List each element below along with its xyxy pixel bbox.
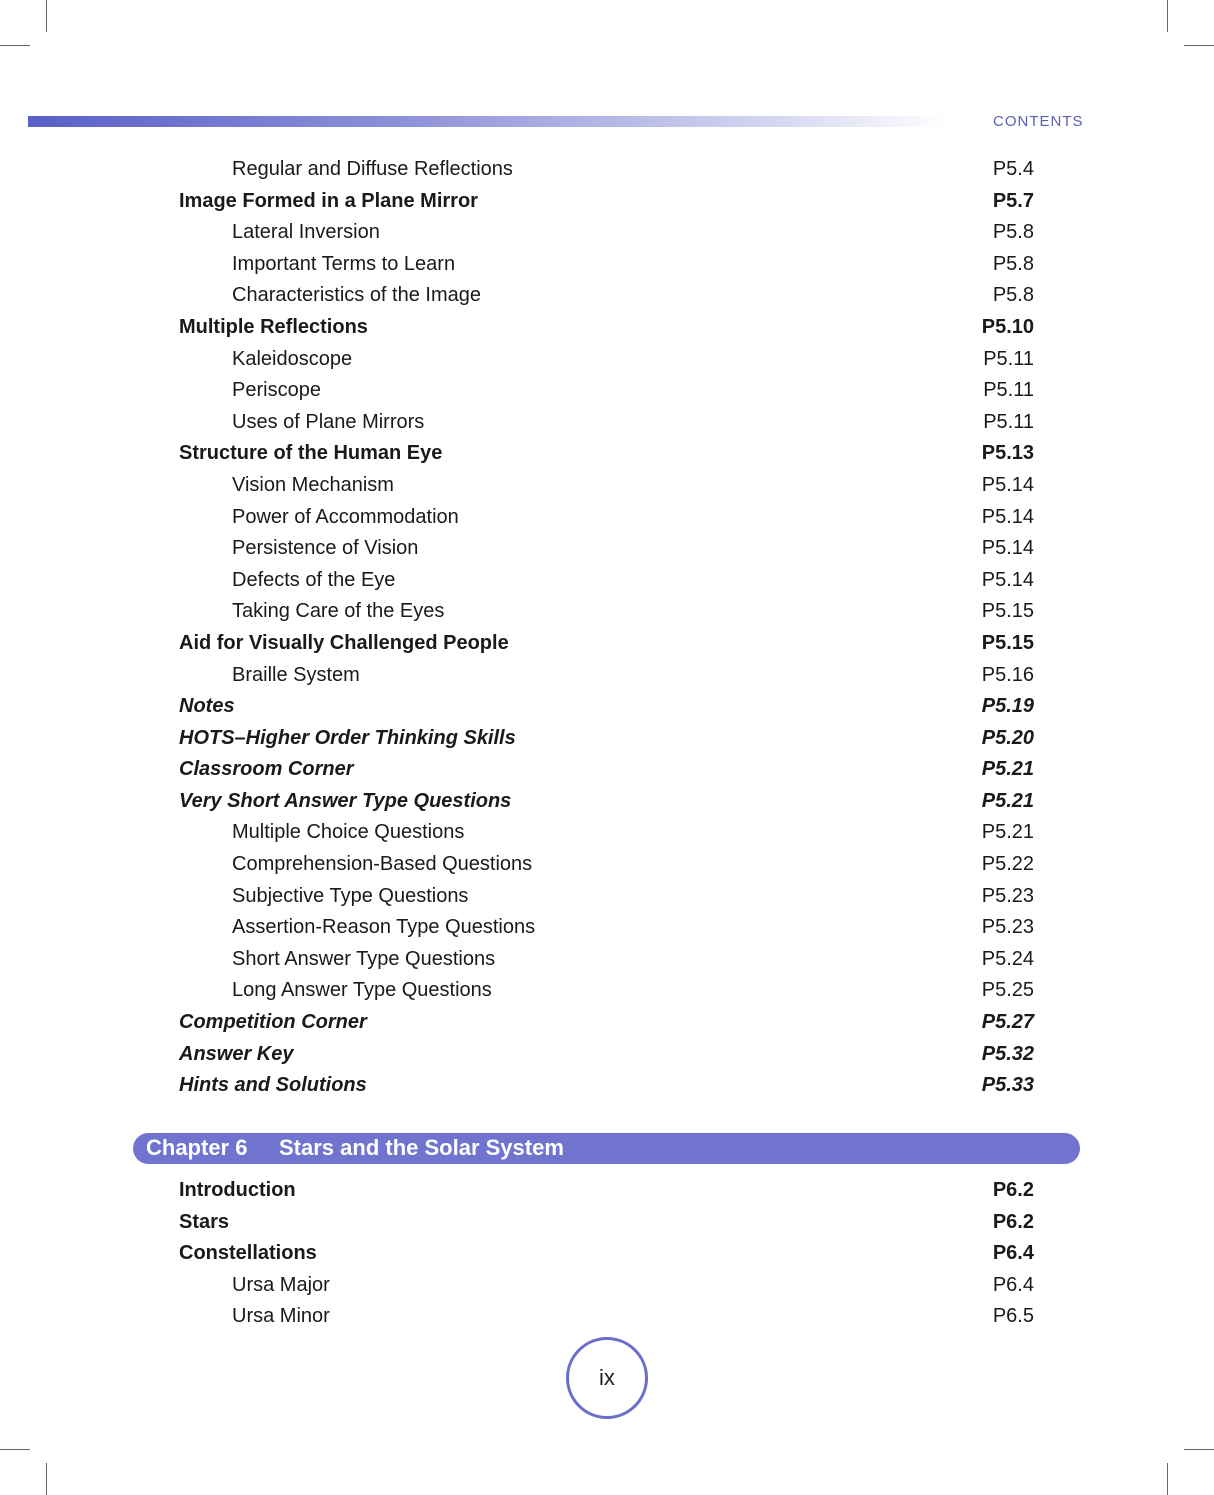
toc-entry-title: Classroom Corner	[179, 758, 354, 781]
toc-entry[interactable]	[0, 408, 1214, 440]
toc-entry-title: Comprehension-Based Questions	[232, 853, 533, 876]
toc-entry[interactable]	[0, 850, 1214, 882]
toc-entry-page: P5.22	[981, 853, 1034, 876]
toc-entry[interactable]	[0, 1302, 1214, 1334]
toc-entry-title: Ursa Minor	[232, 1305, 330, 1328]
toc-entry-page: P5.16	[981, 663, 1034, 686]
toc-entry-page: P6.5	[992, 1305, 1034, 1328]
toc-entry-title: Subjective Type Questions	[232, 884, 469, 907]
toc-entry-page: P6.2	[992, 1210, 1034, 1233]
toc-entry-title: Introduction	[179, 1179, 296, 1201]
toc-entry[interactable]	[0, 534, 1214, 566]
toc-entry[interactable]	[0, 945, 1214, 977]
toc-entry[interactable]	[0, 1071, 1214, 1103]
toc-entry[interactable]	[0, 882, 1214, 914]
toc-entry-page: P5.21	[981, 789, 1034, 812]
toc-entry-title: Notes	[179, 695, 235, 718]
toc-entry-title: Stars	[179, 1210, 230, 1233]
toc-entry[interactable]	[0, 376, 1214, 408]
toc-entry[interactable]	[0, 629, 1214, 661]
toc-entry[interactable]	[0, 187, 1214, 219]
toc-entry[interactable]	[0, 976, 1214, 1008]
crop-mark	[46, 0, 47, 32]
toc-entry[interactable]	[0, 218, 1214, 250]
toc-entry-page: P5.24	[981, 947, 1034, 970]
toc-entry[interactable]	[0, 250, 1214, 282]
toc-entry-page: P6.4	[992, 1273, 1034, 1296]
toc-entry[interactable]	[0, 313, 1214, 345]
toc-entry[interactable]	[0, 155, 1214, 187]
toc-entry[interactable]	[0, 1176, 1214, 1208]
toc-entry-page: P5.21	[981, 821, 1034, 844]
toc-entry-page: P5.32	[981, 1042, 1034, 1065]
toc-entry-title: Short Answer Type Questions	[232, 947, 496, 970]
toc-entry-page: P5.27	[981, 1011, 1034, 1034]
chapter-contents	[0, 1176, 1214, 1334]
toc-entry-page: P6.4	[992, 1242, 1034, 1265]
toc-entry-title: Hints and Solutions	[179, 1074, 367, 1097]
toc-entry-title: Defects of the Eye	[232, 568, 396, 591]
toc-entry-title: HOTS–Higher Order Thinking Skills	[179, 726, 516, 749]
toc-entry[interactable]	[0, 1040, 1214, 1072]
toc-entry-title: Image Formed in a Plane Mirror	[179, 189, 478, 212]
crop-mark	[1167, 1463, 1168, 1495]
toc-entry-page: P5.11	[983, 410, 1034, 433]
toc-entry-title: Ursa Major	[232, 1273, 330, 1296]
page-number: ix	[599, 1365, 615, 1390]
toc-entry[interactable]	[0, 755, 1214, 787]
toc-entry-page: P5.4	[992, 158, 1034, 180]
toc-entry-page: P5.25	[981, 979, 1034, 1002]
toc-entry[interactable]	[0, 439, 1214, 471]
toc-entry[interactable]	[0, 913, 1214, 945]
toc-entry-page: P5.23	[981, 916, 1034, 939]
toc-entry-title: Periscope	[232, 379, 321, 402]
chapter-title: Stars and the Solar System	[279, 1135, 564, 1160]
toc-entry-title: Important Terms to Learn	[232, 252, 456, 275]
toc-entry-page: P5.33	[981, 1074, 1034, 1097]
toc-entry[interactable]	[0, 597, 1214, 629]
toc-entry[interactable]	[0, 1208, 1214, 1240]
toc-entry-page: P5.19	[981, 695, 1034, 718]
toc-entry[interactable]	[0, 281, 1214, 313]
toc-entry-title: Multiple Choice Questions	[232, 821, 465, 844]
toc-entry-page: P5.20	[981, 726, 1034, 749]
crop-mark	[0, 1449, 30, 1450]
toc-entry[interactable]	[0, 724, 1214, 756]
crop-mark	[1167, 0, 1168, 32]
crop-mark	[0, 45, 30, 46]
chapter-heading-bar	[133, 1133, 1080, 1164]
toc-entry-page: P5.8	[992, 221, 1034, 244]
toc-entry-page: P5.10	[981, 315, 1034, 338]
crop-mark	[46, 1463, 47, 1495]
toc-entry-title: Very Short Answer Type Questions	[179, 789, 512, 812]
toc-entry-page: P5.13	[981, 442, 1034, 465]
toc-entry-page: P5.15	[981, 631, 1034, 654]
toc-entry-title: Long Answer Type Questions	[232, 979, 492, 1002]
toc-entry-title: Vision Mechanism	[232, 473, 394, 496]
toc-entry-title: Multiple Reflections	[179, 315, 368, 338]
toc-entry[interactable]	[0, 787, 1214, 819]
crop-mark	[1184, 1449, 1214, 1450]
toc-entry[interactable]	[0, 1239, 1214, 1271]
toc-entry[interactable]	[0, 818, 1214, 850]
toc-entry[interactable]	[0, 1008, 1214, 1040]
toc-entry-page: P5.7	[992, 189, 1034, 212]
toc-entry-title: Answer Key	[179, 1042, 294, 1065]
toc-entry[interactable]	[0, 345, 1214, 377]
toc-entry-page: P5.8	[992, 252, 1034, 275]
toc-entry[interactable]	[0, 692, 1214, 724]
toc-entry-page: P5.8	[992, 284, 1034, 307]
toc-entry-page: P5.14	[981, 505, 1034, 528]
toc-entry-page: P5.15	[981, 600, 1034, 623]
toc-entry[interactable]	[0, 661, 1214, 693]
toc-entry-title: Aid for Visually Challenged People	[179, 631, 509, 654]
toc-entry[interactable]	[0, 566, 1214, 598]
toc-entry-page: P6.2	[992, 1179, 1034, 1201]
toc-entry-page: P5.21	[981, 758, 1034, 781]
page-number-circle	[566, 1337, 648, 1419]
toc-entry-page: P5.14	[981, 473, 1034, 496]
toc-entry[interactable]	[0, 1271, 1214, 1303]
toc-entry-page: P5.14	[981, 537, 1034, 560]
toc-entry-title: Taking Care of the Eyes	[232, 600, 445, 623]
toc-entry-page: P5.11	[983, 347, 1034, 370]
header-gradient-bar	[28, 116, 948, 127]
toc-entry-title: Uses of Plane Mirrors	[232, 410, 425, 433]
toc-entry-title: Structure of the Human Eye	[179, 442, 443, 465]
toc-entry-title: Persistence of Vision	[232, 537, 419, 560]
chapter-number: Chapter 6	[146, 1135, 248, 1160]
toc-entry-title: Characteristics of the Image	[232, 284, 481, 307]
toc-entry[interactable]	[0, 471, 1214, 503]
running-header: CONTENTS	[993, 113, 1084, 130]
toc-entry-title: Competition Corner	[179, 1011, 367, 1034]
crop-mark	[1184, 45, 1214, 46]
toc-entry-title: Constellations	[179, 1242, 317, 1265]
toc-entry-title: Lateral Inversion	[232, 221, 380, 244]
toc-entry-page: P5.23	[981, 884, 1034, 907]
toc-entry-title: Kaleidoscope	[232, 347, 353, 370]
table-of-contents	[0, 155, 1214, 1103]
toc-entry-title: Braille System	[232, 663, 360, 686]
toc-entry-title: Assertion-Reason Type Questions	[232, 916, 536, 939]
toc-entry-title: Power of Accommodation	[232, 505, 459, 528]
toc-entry[interactable]	[0, 503, 1214, 535]
toc-entry-title: Regular and Diffuse Reflections	[232, 158, 513, 180]
toc-entry-page: P5.11	[983, 379, 1034, 402]
toc-entry-page: P5.14	[981, 568, 1034, 591]
